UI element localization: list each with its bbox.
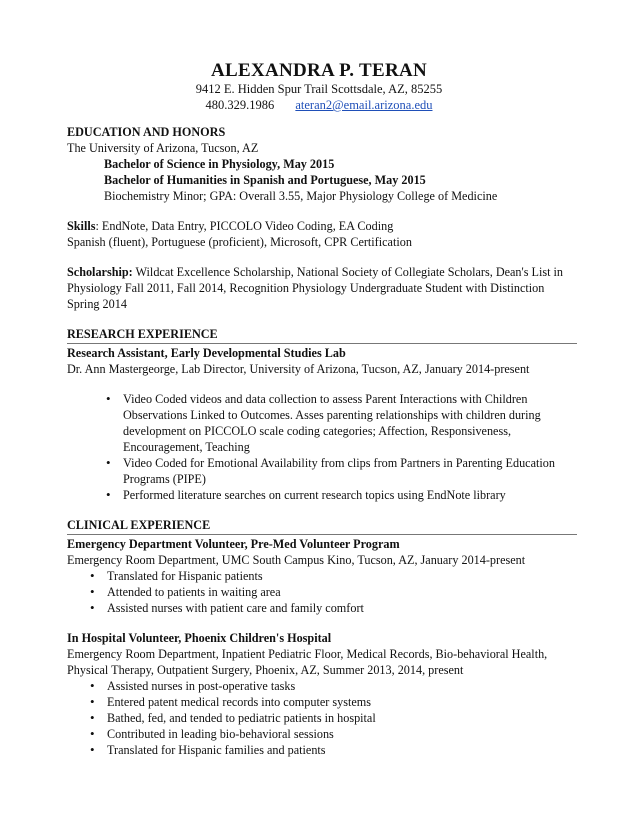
degree-humanities: Bachelor of Humanities in Spanish and Portuguese, May 2015 — [104, 173, 426, 187]
list-item: • Video Coded for Emotional Availability from clips from Partners in Parenting Education Programs (PIPE) — [67, 455, 577, 487]
clinical-job-2-detail: Emergency Room Department, Inpatient Pediatric Floor, Medical Records, Bio-behavioral Health, Physical Therapy, Outpatient Surgery, Phoenix, AZ, Summer 2013, 2014, present — [67, 647, 548, 677]
list-item: • Translated for Hispanic patients — [67, 568, 577, 584]
skills-line-2: Spanish (fluent), Portuguese (proficient), Microsoft, CPR Certification — [67, 235, 412, 249]
education-heading: EDUCATION AND HONORS — [67, 125, 226, 139]
research-job-detail: Dr. Ann Mastergeorge, Lab Director, University of Arizona, Tucson, AZ, January 2014-present — [67, 362, 530, 376]
research-bullet-list — [67, 391, 577, 503]
school-name: The University of Arizona, Tucson, AZ — [67, 141, 259, 155]
scholarship-label: Scholarship: — [67, 265, 133, 279]
phone-number: 480.329.1986 — [205, 98, 275, 112]
skills-section — [67, 218, 577, 250]
mailing-address: 9412 E. Hidden Spur Trail Scottsdale, AZ, 85255 — [195, 82, 443, 96]
clinical-job-2-bullets — [67, 678, 577, 758]
clinical-job-2-title: In Hospital Volunteer, Phoenix Children's Hospital — [67, 631, 332, 645]
scholarship-section — [67, 264, 577, 312]
email-link[interactable]: ateran2@email.arizona.edu — [295, 98, 433, 112]
list-item: • Translated for Hispanic families and patients — [67, 742, 577, 758]
section-divider — [67, 342, 577, 344]
list-item: • Video Coded videos and data collection to assess Parent Interactions with Children Observations Linked to Outcomes. Asses parenting relationships with children during development on PICCOLO scale coding categories; Affection, Responsiveness, Encouragement, Teaching — [67, 391, 577, 455]
minor-gpa: Biochemistry Minor; GPA: Overall 3.55, Major Physiology College of Medicine — [104, 189, 498, 203]
clinical-job-1-title: Emergency Department Volunteer, Pre-Med Volunteer Program — [67, 537, 400, 551]
list-item: • Performed literature searches on current research topics using EndNote library — [67, 487, 577, 503]
skills-list: : EndNote, Data Entry, PICCOLO Video Coding, EA Coding — [95, 219, 394, 233]
research-section — [67, 326, 577, 503]
contact-line — [0, 98, 638, 113]
skills-label: Skills — [67, 219, 96, 233]
list-item: • Contributed in leading bio-behavioral sessions — [67, 726, 577, 742]
list-item: • Attended to patients in waiting area — [67, 584, 577, 600]
applicant-name: ALEXANDRA P. TERAN — [210, 60, 428, 81]
clinical-section — [67, 517, 577, 758]
section-divider — [67, 533, 577, 535]
clinical-job-1-detail: Emergency Room Department, UMC South Campus Kino, Tucson, AZ, January 2014-present — [67, 553, 526, 567]
list-item: • Assisted nurses in post-operative tasks — [67, 678, 577, 694]
list-item: • Bathed, fed, and tended to pediatric patients in hospital — [67, 710, 577, 726]
research-job-title: Research Assistant, Early Developmental Studies Lab — [67, 346, 346, 360]
research-heading: RESEARCH EXPERIENCE — [67, 327, 218, 341]
list-item: • Entered patent medical records into computer systems — [67, 694, 577, 710]
clinical-heading: CLINICAL EXPERIENCE — [67, 518, 211, 532]
list-item: • Assisted nurses with patient care and family comfort — [67, 600, 577, 616]
education-section — [67, 124, 577, 204]
clinical-job-1-bullets — [67, 568, 577, 616]
degree-physiology: Bachelor of Science in Physiology, May 2015 — [104, 157, 335, 171]
skills-line-1 — [67, 218, 577, 234]
resume-body — [67, 124, 577, 758]
scholarship-text: Wildcat Excellence Scholarship, National Society of Collegiate Scholars, Dean's List in Physiology Fall 2011, Fall 2014, Recognition Physiology Undergraduate Student with Distinction Spring 2014 — [67, 265, 564, 311]
